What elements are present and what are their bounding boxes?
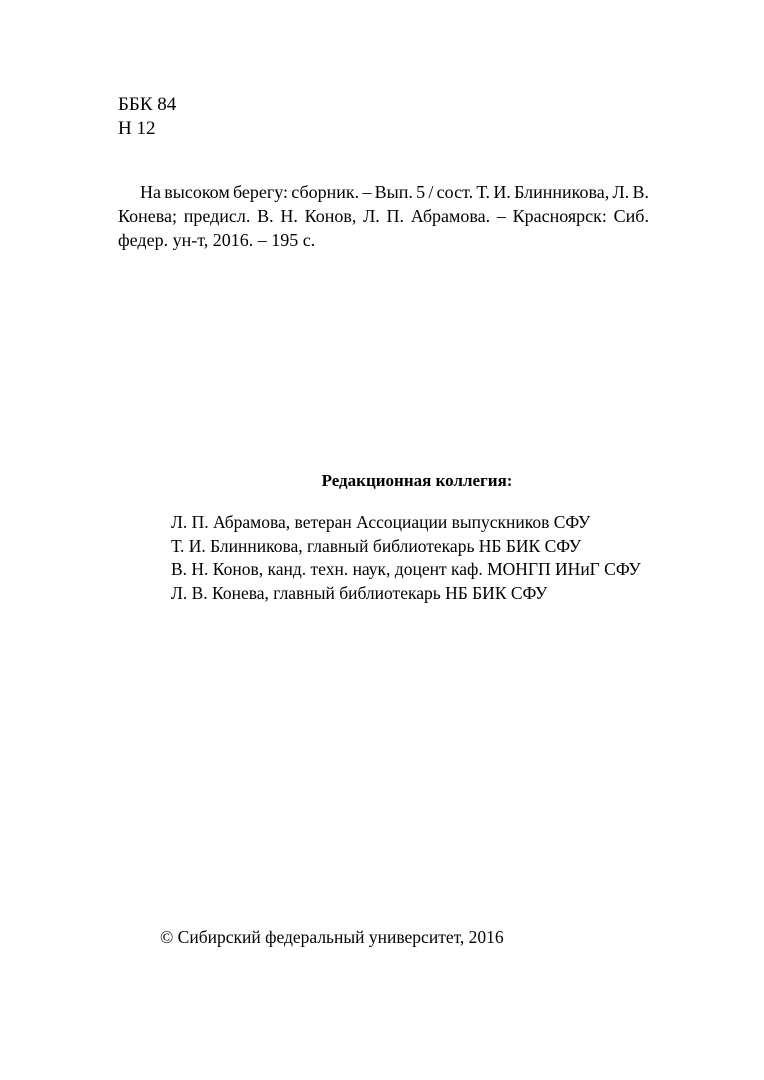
editorial-board-title: Редакционная коллегия: <box>321 471 513 490</box>
board-member: В. Н. Конов, канд. техн. наук, доцент каф. МОНГП ИНиГ СФУ <box>171 559 641 579</box>
bib-word: Л. <box>612 182 630 202</box>
bib-line-3 <box>118 228 649 252</box>
bbk-index: ББК 84 <box>118 94 177 115</box>
classification-block <box>118 93 176 141</box>
bib-word: / <box>428 182 434 202</box>
bib-word: Н. <box>280 206 298 226</box>
board-member: Л. В. Конева, главный библиотекарь НБ БИК СФУ <box>171 582 548 603</box>
bib-word: Абрамова. <box>410 206 491 226</box>
bib-word: Л. <box>363 206 380 226</box>
bib-word: сост. <box>436 182 474 202</box>
board-member: Л. П. Абрамова, ветеран Ассоциации выпускников СФУ <box>171 512 591 532</box>
bib-word: И. <box>493 182 511 202</box>
bib-word: федер. ун-т, 2016. – 195 с. <box>118 230 316 250</box>
bib-word: Конева; <box>118 206 177 226</box>
bib-word: П. <box>386 206 405 226</box>
bib-word: берегу: <box>232 182 289 202</box>
bib-word: 5 <box>416 182 426 202</box>
author-mark: Н 12 <box>118 118 156 139</box>
bib-word: В. <box>257 206 274 226</box>
bibliographic-record <box>118 180 649 252</box>
bib-word: Блинникова, <box>514 182 610 202</box>
bib-word: – <box>496 206 506 226</box>
bib-word: предисл. <box>183 206 251 226</box>
bib-line-2 <box>118 204 649 228</box>
copyright-notice: © Сибирский федеральный университет, 2016 <box>160 927 504 947</box>
bib-word: сборник. <box>291 182 360 202</box>
bib-word: Вып. <box>374 182 413 202</box>
bib-word: В. <box>632 182 649 202</box>
bib-word: Красноярск: <box>512 206 607 226</box>
bib-word: На <box>140 182 161 202</box>
bib-word: Т. <box>476 182 491 202</box>
editorial-board-list <box>171 511 641 605</box>
bib-word: высоком <box>164 182 230 202</box>
bib-word: Конов, <box>304 206 357 226</box>
board-member: Т. И. Блинникова, главный библиотекарь НБ БИК СФУ <box>171 535 582 556</box>
bib-line-1 <box>118 180 649 204</box>
bib-word: Сиб. <box>613 206 649 226</box>
bib-word: – <box>362 182 372 202</box>
